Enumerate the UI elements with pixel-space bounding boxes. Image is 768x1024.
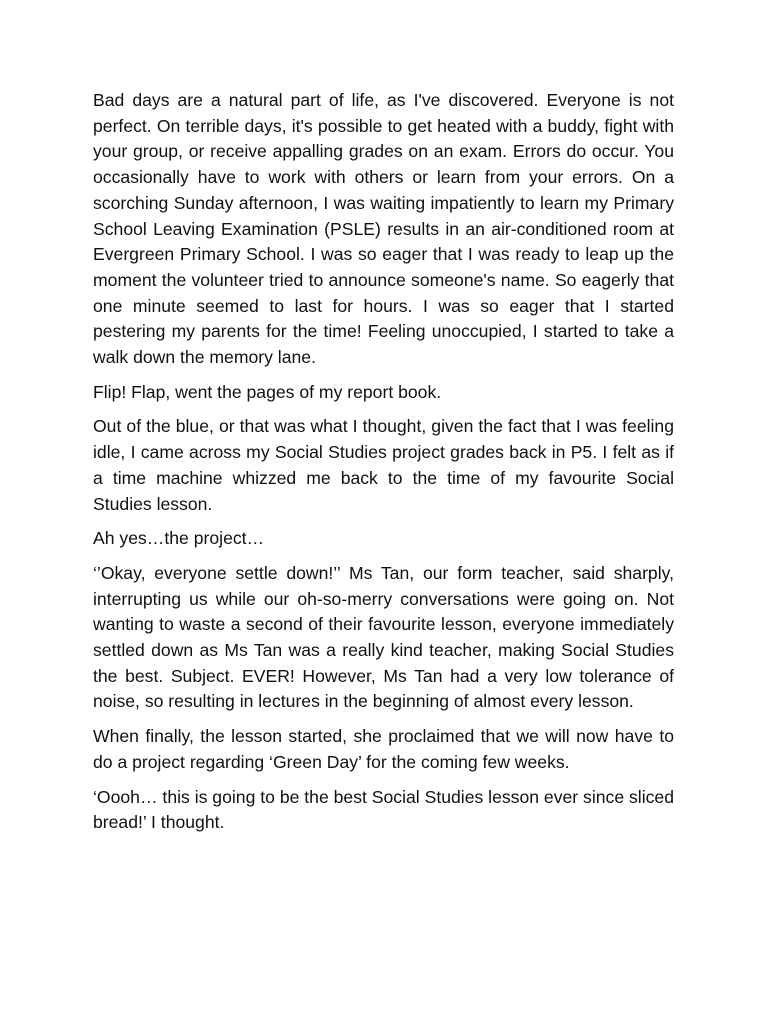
paragraph-okay-settle-down: ‘’Okay, everyone settle down!’’ Ms Tan, our form teacher, said sharply, interrupting us while our oh-so-merry conversations were going on. Not wanting to waste a second of their favourite lesson, everyone immediately settled down as Ms Tan was a really kind teacher, making Social Studies the best. Subject. EVER! However, Ms Tan had a very low tolerance of noise, so resulting in lectures in the beginning of almost every lesson. — [93, 562, 674, 712]
paragraph-lesson-started: When finally, the lesson started, she proclaimed that we will now have to do a project regarding ‘Green Day’ for the coming few weeks. — [93, 726, 674, 772]
document-page — [93, 88, 674, 845]
paragraph-ah-yes: Ah yes…the project… — [93, 528, 265, 549]
paragraph-intro: Bad days are a natural part of life, as I've discovered. Everyone is not perfect. On terrible days, it's possible to get heated with a buddy, fight with your group, or receive appalling grades on an exam. Errors do occur. You occasionally have to work with others or learn from your errors. On a scorching Sunday afternoon, I was waiting impatiently to learn my Primary School Leaving Examination (PSLE) results in an air-conditioned room at Evergreen Primary School. I was so eager that I was ready to leap up the moment the volunteer tried to announce someone's name. So eagerly that one minute seemed to last for hours. I was so eager that I started pestering my parents for the time! Feeling unoccupied, I started to take a walk down the memory lane. — [93, 90, 674, 368]
paragraph-flip-flap: Flip! Flap, went the pages of my report book. — [93, 381, 442, 402]
paragraph-oooh: ‘Oooh… this is going to be the best Social Studies lesson ever since sliced bread!’ I thought. — [93, 786, 674, 833]
paragraph-out-of-the-blue: Out of the blue, or that was what I thought, given the fact that I was feeling idle, I came across my Social Studies project grades back in P5. I felt as if a time machine whizzed me back to the time of my favourite Social Studies lesson. — [93, 416, 674, 514]
